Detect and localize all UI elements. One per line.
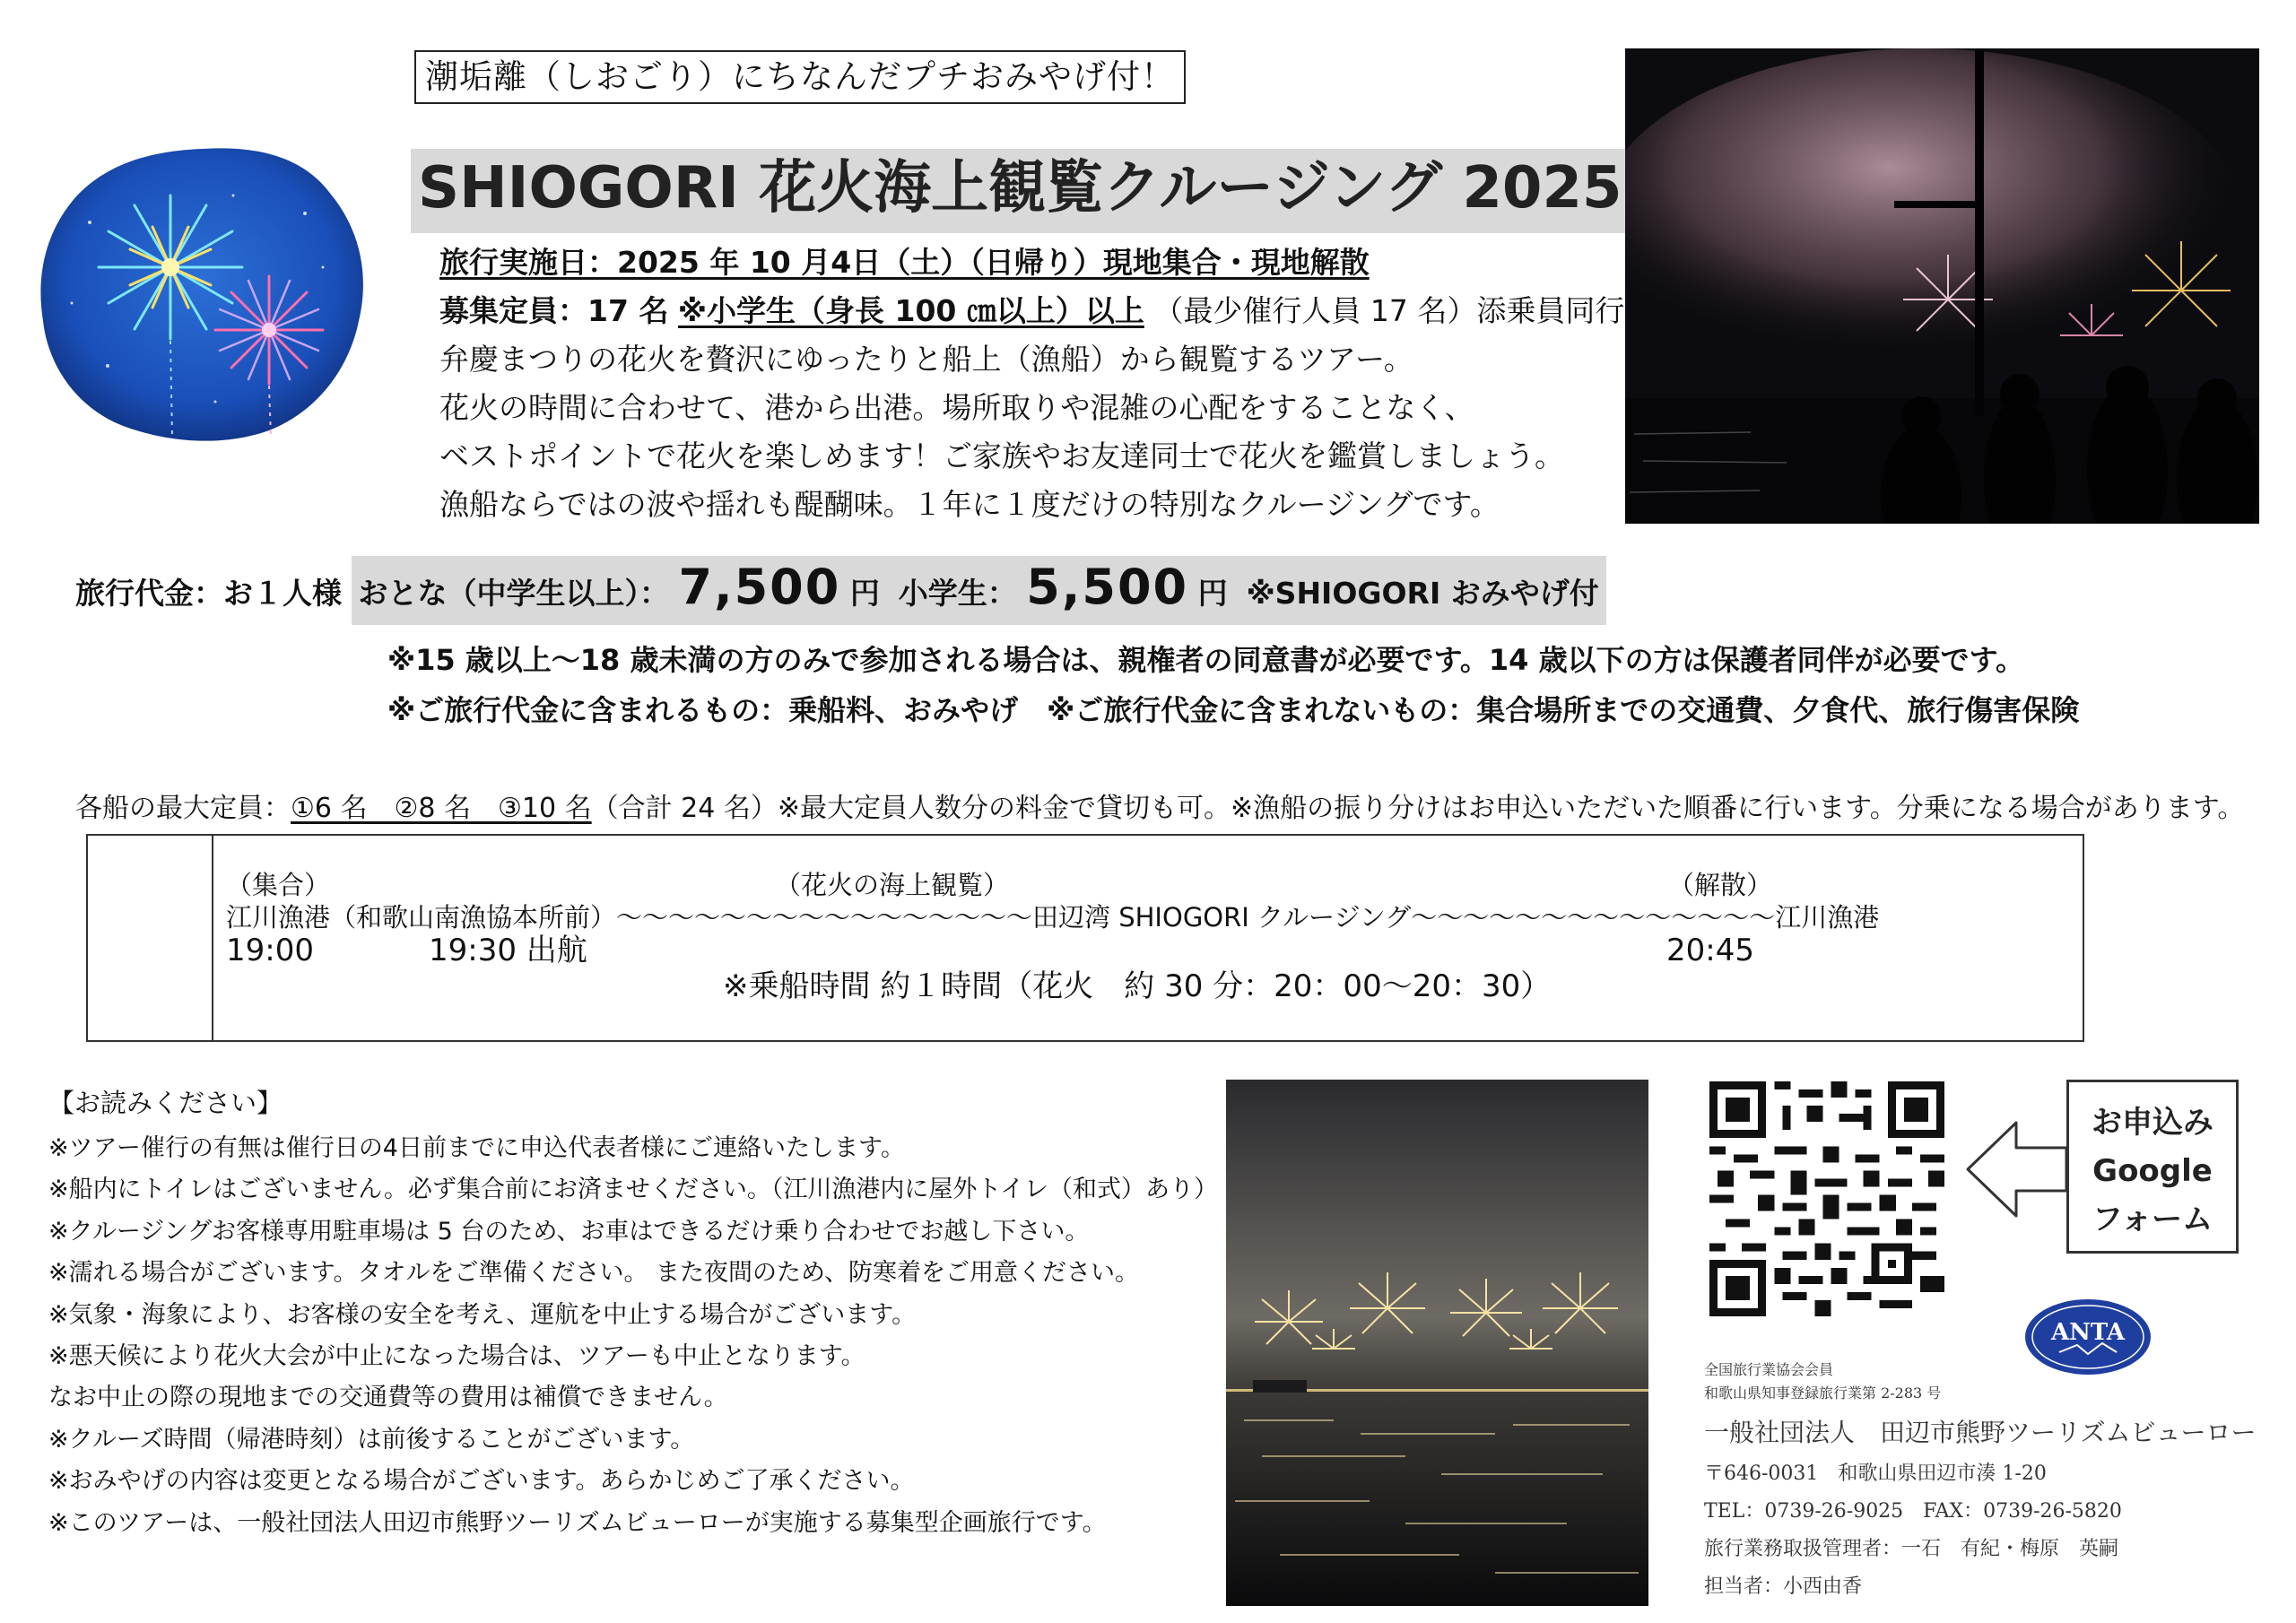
org-address: 〒646-0031 和歌山県田辺市湊 1-20 [1704, 1462, 2047, 1485]
price-highlight [352, 556, 1606, 625]
schedule-head-dismissal: （解散） [1668, 870, 1773, 900]
souvenir-tag: 潮垢離（しおごり）にちなんだプチおみやげ付！ [414, 50, 1186, 104]
price-label: 旅行代金：お１人様 [75, 576, 342, 611]
description-line: 花火の時間に合わせて、港から出港。場所取りや混雑の心配をすることなく、 [439, 390, 1474, 425]
apply-line-2: Google [2092, 1153, 2213, 1189]
anta-logo-text: ANTA [2050, 1319, 2126, 1346]
page-title: SHIOGORI 花火海上観覧クルージング 2025 [411, 149, 1633, 233]
list-item: ※おみやげの内容は変更となる場合がございます。あらかじめご了承ください。 [48, 1467, 915, 1496]
list-item: ※クルーズ時間（帰港時刻）は前後することがございます。 [48, 1425, 695, 1454]
capacity-line-rest: （合計 24 名）※最大定員人数分の料金で貸切も可。※漁船の振り分けはお申込いただいた順番に行います。分乗になる場合があります。 [591, 793, 2245, 824]
schedule-divider [212, 834, 213, 1042]
description-line: ベストポイントで花火を楽しめます！ご家族やお友達同士で花火を鑑賞しましょう。 [439, 438, 1564, 473]
list-item: ※気象・海象により、お客様の安全を考え、運航を中止する場合がございます。 [48, 1300, 917, 1329]
included-note: ※ご旅行代金に含まれるもの：乗船料、おみやげ ※ご旅行代金に含まれないもの：集合場所までの交通費、夕食代、旅行傷害保険 [387, 693, 2080, 727]
tour-date: 旅行実施日：2025 年 10 月4日（土）（日帰り）現地集合・現地解散 [439, 245, 1370, 280]
read-notes-list [48, 1128, 1218, 1544]
adult-price-label: おとな（中学生以上）： [358, 576, 669, 611]
adult-price-unit: 円 [849, 576, 880, 611]
org-registration: 和歌山県知事登録旅行業第 2-283 号 [1704, 1384, 1942, 1402]
schedule-head-assembly: （集合） [226, 870, 331, 900]
description-line: 漁船ならではの波や揺れも醍醐味。１年に１度だけの特別なクルージングです。 [439, 487, 1500, 522]
schedule-time-depart: 19:30 出航 [429, 933, 587, 968]
age-note: ※15 歳以上～18 歳未満の方のみで参加される場合は、親権者の同意書が必要です。14 歳以下の方は保護者同伴が必要です。 [387, 643, 2025, 677]
arrow-left-icon [1964, 1117, 2070, 1221]
capacity-min: （最少催行人員 17 名）添乗員同行 [1153, 293, 1625, 328]
fireworks-photo-sea [1226, 1080, 1648, 1606]
list-item: ※船内にトイレはございません。必ず集合前にお済ませください。（江川漁港内に屋外トイレ（和式）あり） [48, 1176, 1219, 1204]
list-item: ※ツアー催行の有無は催行日の4日前までに申込代表者様にご連絡いたします。 [48, 1134, 905, 1162]
gift-note: ※SHIOGORI おみやげ付 [1246, 576, 1599, 611]
child-price-unit: 円 [1197, 576, 1228, 611]
schedule-time-assembly: 19:00 [226, 933, 314, 968]
qr-code[interactable] [1709, 1081, 1944, 1316]
apply-form-label[interactable] [2066, 1080, 2239, 1254]
fireworks-photo-boat [1625, 48, 2259, 524]
apply-line-1: お申込み [2092, 1105, 2213, 1141]
fireworks-illustration [36, 142, 370, 443]
schedule-head-viewing: （花火の海上観覧） [775, 870, 1010, 900]
price-row [75, 556, 1606, 625]
org-tel-fax: TEL：0739-26-9025 FAX：0739-26-5820 [1704, 1500, 2122, 1523]
anta-logo [2023, 1297, 2152, 1377]
child-price-label: 小学生： [898, 576, 1017, 611]
child-price-value: 5,500 [1026, 559, 1189, 615]
capacity-label: 募集定員：17 名 [439, 293, 669, 328]
list-item: ※クルージングお客様専用駐車場は 5 台のため、お車はできるだけ乗り合わせでお越し下さい。 [48, 1217, 1090, 1245]
price-notes [387, 635, 2079, 735]
schedule-duration: ※乗船時間 約１時間（花火 約 30 分：20：00～20：30） [723, 968, 1552, 1004]
org-contact: 担当者：小西由香 [1704, 1575, 1863, 1598]
description-line: 弁慶まつりの花火を贅沢にゆったりと船上（漁船）から観覧するツアー。 [439, 342, 1413, 377]
list-item: ※このツアーは、一般社団法人田辺市熊野ツーリズムビューローが実施する募集型企画旅行です。 [48, 1508, 1107, 1537]
read-notes-title: 【お読みください】 [48, 1088, 283, 1118]
capacity-line-boats: ①6 名 ②8 名 ③10 名 [291, 793, 592, 824]
org-manager: 旅行業務取扱管理者：一石 有紀・梅原 英嗣 [1704, 1538, 2119, 1560]
list-item: ※濡れる場合がございます。タオルをご準備ください。 また夜間のため、防寒着をご用意ください。 [48, 1259, 1139, 1288]
list-item: なお中止の際の現地までの交通費等の費用は補償できません。 [48, 1384, 728, 1412]
capacity-line-label: 各船の最大定員： [75, 793, 291, 824]
adult-price-value: 7,500 [678, 559, 841, 615]
schedule-time-end: 20:45 [1666, 933, 1754, 968]
capacity-condition: ※小学生（身長 100 ㎝以上）以上 [677, 293, 1144, 328]
apply-line-3: フォーム [2092, 1202, 2213, 1237]
schedule-route: 江川漁港（和歌山南漁協本所前）～～～～～～～～～～～～～～～～田辺湾 SHIOGORI クルージング～～～～～～～～～～～～～～江川漁港 [226, 902, 1880, 933]
boat-capacity [75, 787, 2244, 830]
capacity-line [439, 287, 1624, 335]
tour-intro [439, 239, 1624, 529]
org-name: 一般社団法人 田辺市熊野ツーリズムビューロー [1704, 1418, 2257, 1447]
list-item: ※悪天候により花火大会が中止になった場合は、ツアーも中止となります。 [48, 1342, 865, 1371]
org-member: 全国旅行業協会会員 [1704, 1361, 1834, 1378]
schedule-box [86, 834, 2084, 1042]
